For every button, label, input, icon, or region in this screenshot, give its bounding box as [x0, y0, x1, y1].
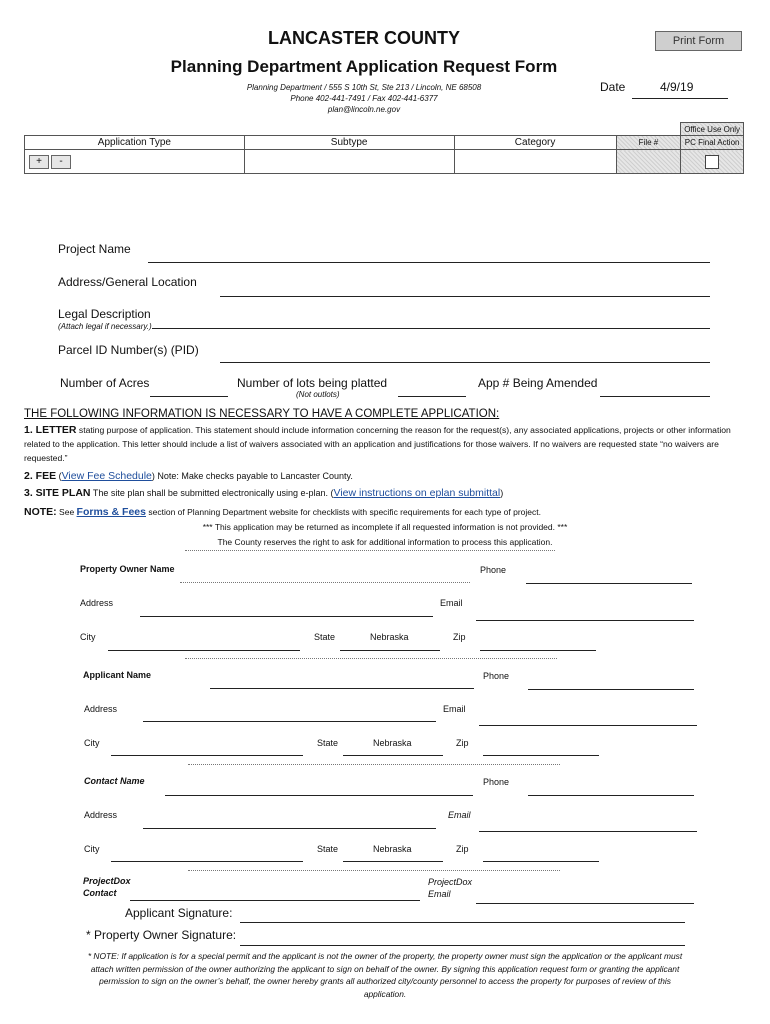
office-use-header: Office Use Only: [681, 123, 744, 136]
incomplete-warning: *** This application may be returned as incomplete if all requested information is not provided. ***: [202, 522, 568, 532]
owner-city-field[interactable]: [108, 650, 300, 651]
pc-final-action-checkbox[interactable]: [705, 155, 719, 169]
contact-email-label: Email: [448, 810, 471, 820]
signature-footnote: * NOTE: If application is for a special permit and the applicant is not the owner of the property, the property owner must sign the application or the applicant must attach written permission of the owner authorizing the applicant to sign on behalf of the owner. By signing this application request form or granting the applicant permission to sign on the owner’s behalf, the owner hereby grants all authorized city/county personnel to access the property for purposes of review of this application.: [87, 951, 683, 999]
contact-state-label: State: [317, 844, 339, 854]
applicant-email-label: Email: [443, 704, 466, 714]
dept-phone: Phone 402-441-7491 / Fax 402-441-6377: [290, 94, 438, 103]
contact-zip-label: Zip: [456, 844, 469, 854]
fee-schedule-link[interactable]: View Fee Schedule: [61, 470, 152, 482]
contact-name-label: Contact Name: [84, 776, 145, 786]
col-application-type: Application Type: [25, 136, 245, 150]
file-number-cell: [616, 150, 681, 174]
address-location-label: Address/General Location: [58, 275, 197, 289]
projectdox-email-label-1: ProjectDox: [428, 877, 473, 887]
separator: [185, 658, 557, 659]
site-plan-requirement: 3. SITE PLAN The site plan shall be submitted electronically using e-plan. (View instructions on eplan submittal): [24, 487, 504, 499]
eplan-instructions-link[interactable]: View instructions on eplan submittal: [333, 487, 501, 499]
date-label: Date: [600, 80, 626, 94]
applicant-address-field[interactable]: [143, 721, 436, 722]
col-category: Category: [454, 136, 616, 150]
parcel-id-field[interactable]: [220, 362, 710, 363]
applicant-zip-field[interactable]: [483, 755, 599, 756]
subtype-cell[interactable]: [244, 150, 454, 174]
site-plan-label: 3. SITE PLAN: [24, 487, 91, 499]
applicant-signature-field[interactable]: [240, 922, 685, 923]
col-pc-final-action: PC Final Action: [681, 136, 744, 150]
letter-requirement: [24, 423, 748, 465]
contact-name-field[interactable]: [165, 795, 473, 796]
app-amended-label: App # Being Amended: [478, 376, 598, 390]
applicant-zip-label: Zip: [456, 738, 469, 748]
contact-state-field[interactable]: [343, 861, 443, 862]
applicant-email-field[interactable]: [479, 725, 697, 726]
date-value[interactable]: 4/9/19: [660, 80, 694, 94]
project-name-label: Project Name: [58, 242, 131, 256]
category-cell[interactable]: [454, 150, 616, 174]
lots-note: (Not outlots): [296, 390, 340, 399]
col-file-number: File #: [616, 136, 681, 150]
note-text: section of Planning Department website for checklists with specific requirements for each type of project.: [148, 507, 541, 517]
owner-email-label: Email: [440, 598, 463, 608]
acres-label: Number of Acres: [60, 376, 150, 390]
application-type-table: [24, 122, 744, 174]
project-name-field[interactable]: [148, 262, 710, 263]
contact-address-field[interactable]: [143, 828, 436, 829]
fee-requirement: 2. FEE (View Fee Schedule) Note: Make checks payable to Lancaster County.: [24, 470, 353, 482]
acres-field[interactable]: [150, 396, 228, 397]
owner-signature-field[interactable]: [240, 945, 685, 946]
applicant-state-field[interactable]: [343, 755, 443, 756]
owner-zip-field[interactable]: [480, 650, 596, 651]
applicant-name-field[interactable]: [210, 688, 474, 689]
remove-row-button[interactable]: -: [51, 155, 71, 169]
owner-name-field[interactable]: [180, 582, 470, 583]
owner-phone-label: Phone: [480, 565, 507, 575]
contact-zip-field[interactable]: [483, 861, 599, 862]
projectdox-contact-field[interactable]: [130, 900, 420, 901]
letter-text: stating purpose of application. This statement should include information concerning the reason for the request(s), any associated applications, projects or other information related to the application. This letter should include a list of waivers associated with an application and justifications for those waivers. If no waivers are requested state “no waivers are requested.”: [24, 425, 731, 463]
applicant-phone-label: Phone: [483, 671, 510, 681]
dept-email: plan@lincoln.ne.gov: [327, 105, 401, 114]
contact-city-label: City: [84, 844, 100, 854]
contact-address-label: Address: [84, 810, 118, 820]
applicant-signature-label: Applicant Signature:: [125, 906, 233, 920]
form-title: Planning Department Application Request Form: [170, 57, 558, 76]
applicant-state-label: State: [317, 738, 339, 748]
applicant-city-label: City: [84, 738, 100, 748]
date-line: [632, 98, 728, 99]
applicant-address-label: Address: [84, 704, 118, 714]
legal-description-field[interactable]: [152, 328, 710, 329]
fee-label: 2. FEE: [24, 470, 57, 482]
letter-label: 1. LETTER: [24, 424, 77, 436]
projectdox-email-field[interactable]: [476, 903, 694, 904]
legal-note: (Attach legal if necessary.): [58, 322, 152, 331]
app-amended-field[interactable]: [600, 396, 710, 397]
projectdox-contact-label-1: ProjectDox: [83, 876, 131, 886]
applicant-state-value: Nebraska: [373, 738, 412, 748]
separator: [188, 870, 560, 871]
additional-info-warning: The County reserves the right to ask for additional information to process this application.: [217, 537, 553, 547]
owner-signature-label: * Property Owner Signature:: [86, 928, 237, 942]
lots-field[interactable]: [398, 396, 466, 397]
parcel-id-label: Parcel ID Number(s) (PID): [58, 343, 199, 357]
separator: [185, 550, 555, 551]
note-label: NOTE:: [24, 506, 57, 518]
requirements-heading: THE FOLLOWING INFORMATION IS NECESSARY TO HAVE A COMPLETE APPLICATION:: [24, 408, 500, 420]
applicant-name-label: Applicant Name: [83, 670, 152, 680]
owner-state-label: State: [314, 632, 336, 642]
owner-zip-label: Zip: [453, 632, 466, 642]
owner-address-label: Address: [80, 598, 114, 608]
lots-label: Number of lots being platted: [237, 376, 388, 390]
separator: [188, 764, 560, 765]
contact-phone-label: Phone: [483, 777, 510, 787]
col-subtype: Subtype: [244, 136, 454, 150]
address-location-field[interactable]: [220, 296, 710, 297]
forms-fees-link[interactable]: Forms & Fees: [76, 506, 146, 518]
fee-note: Note: Make checks payable to Lancaster County.: [157, 471, 353, 481]
contact-email-field[interactable]: [479, 831, 697, 832]
add-row-button[interactable]: +: [29, 155, 49, 169]
projectdox-email-label-2: Email: [428, 889, 451, 899]
forms-fees-note: [24, 506, 541, 518]
projectdox-contact-label-2: Contact: [83, 888, 117, 898]
note-see: See: [59, 507, 75, 517]
contact-phone-field[interactable]: [528, 795, 694, 796]
owner-city-label: City: [80, 632, 96, 642]
applicant-city-field[interactable]: [111, 755, 303, 756]
owner-state-value: Nebraska: [370, 632, 409, 642]
owner-email-field[interactable]: [476, 620, 694, 621]
site-plan-text: The site plan shall be submitted electronically using e-plan.: [92, 488, 328, 498]
applicant-phone-field[interactable]: [528, 689, 694, 690]
owner-phone-field[interactable]: [526, 583, 692, 584]
dept-address: Planning Department / 555 S 10th St, Ste 213 / Lincoln, NE 68508: [246, 83, 482, 92]
contact-state-value: Nebraska: [373, 844, 412, 854]
county-title: LANCASTER COUNTY: [268, 28, 460, 48]
contact-city-field[interactable]: [111, 861, 303, 862]
owner-name-label: Property Owner Name: [80, 564, 175, 574]
owner-state-field[interactable]: [340, 650, 440, 651]
owner-address-field[interactable]: [140, 616, 433, 617]
print-form-button[interactable]: Print Form: [655, 31, 742, 51]
legal-description-label: Legal Description: [58, 307, 151, 321]
